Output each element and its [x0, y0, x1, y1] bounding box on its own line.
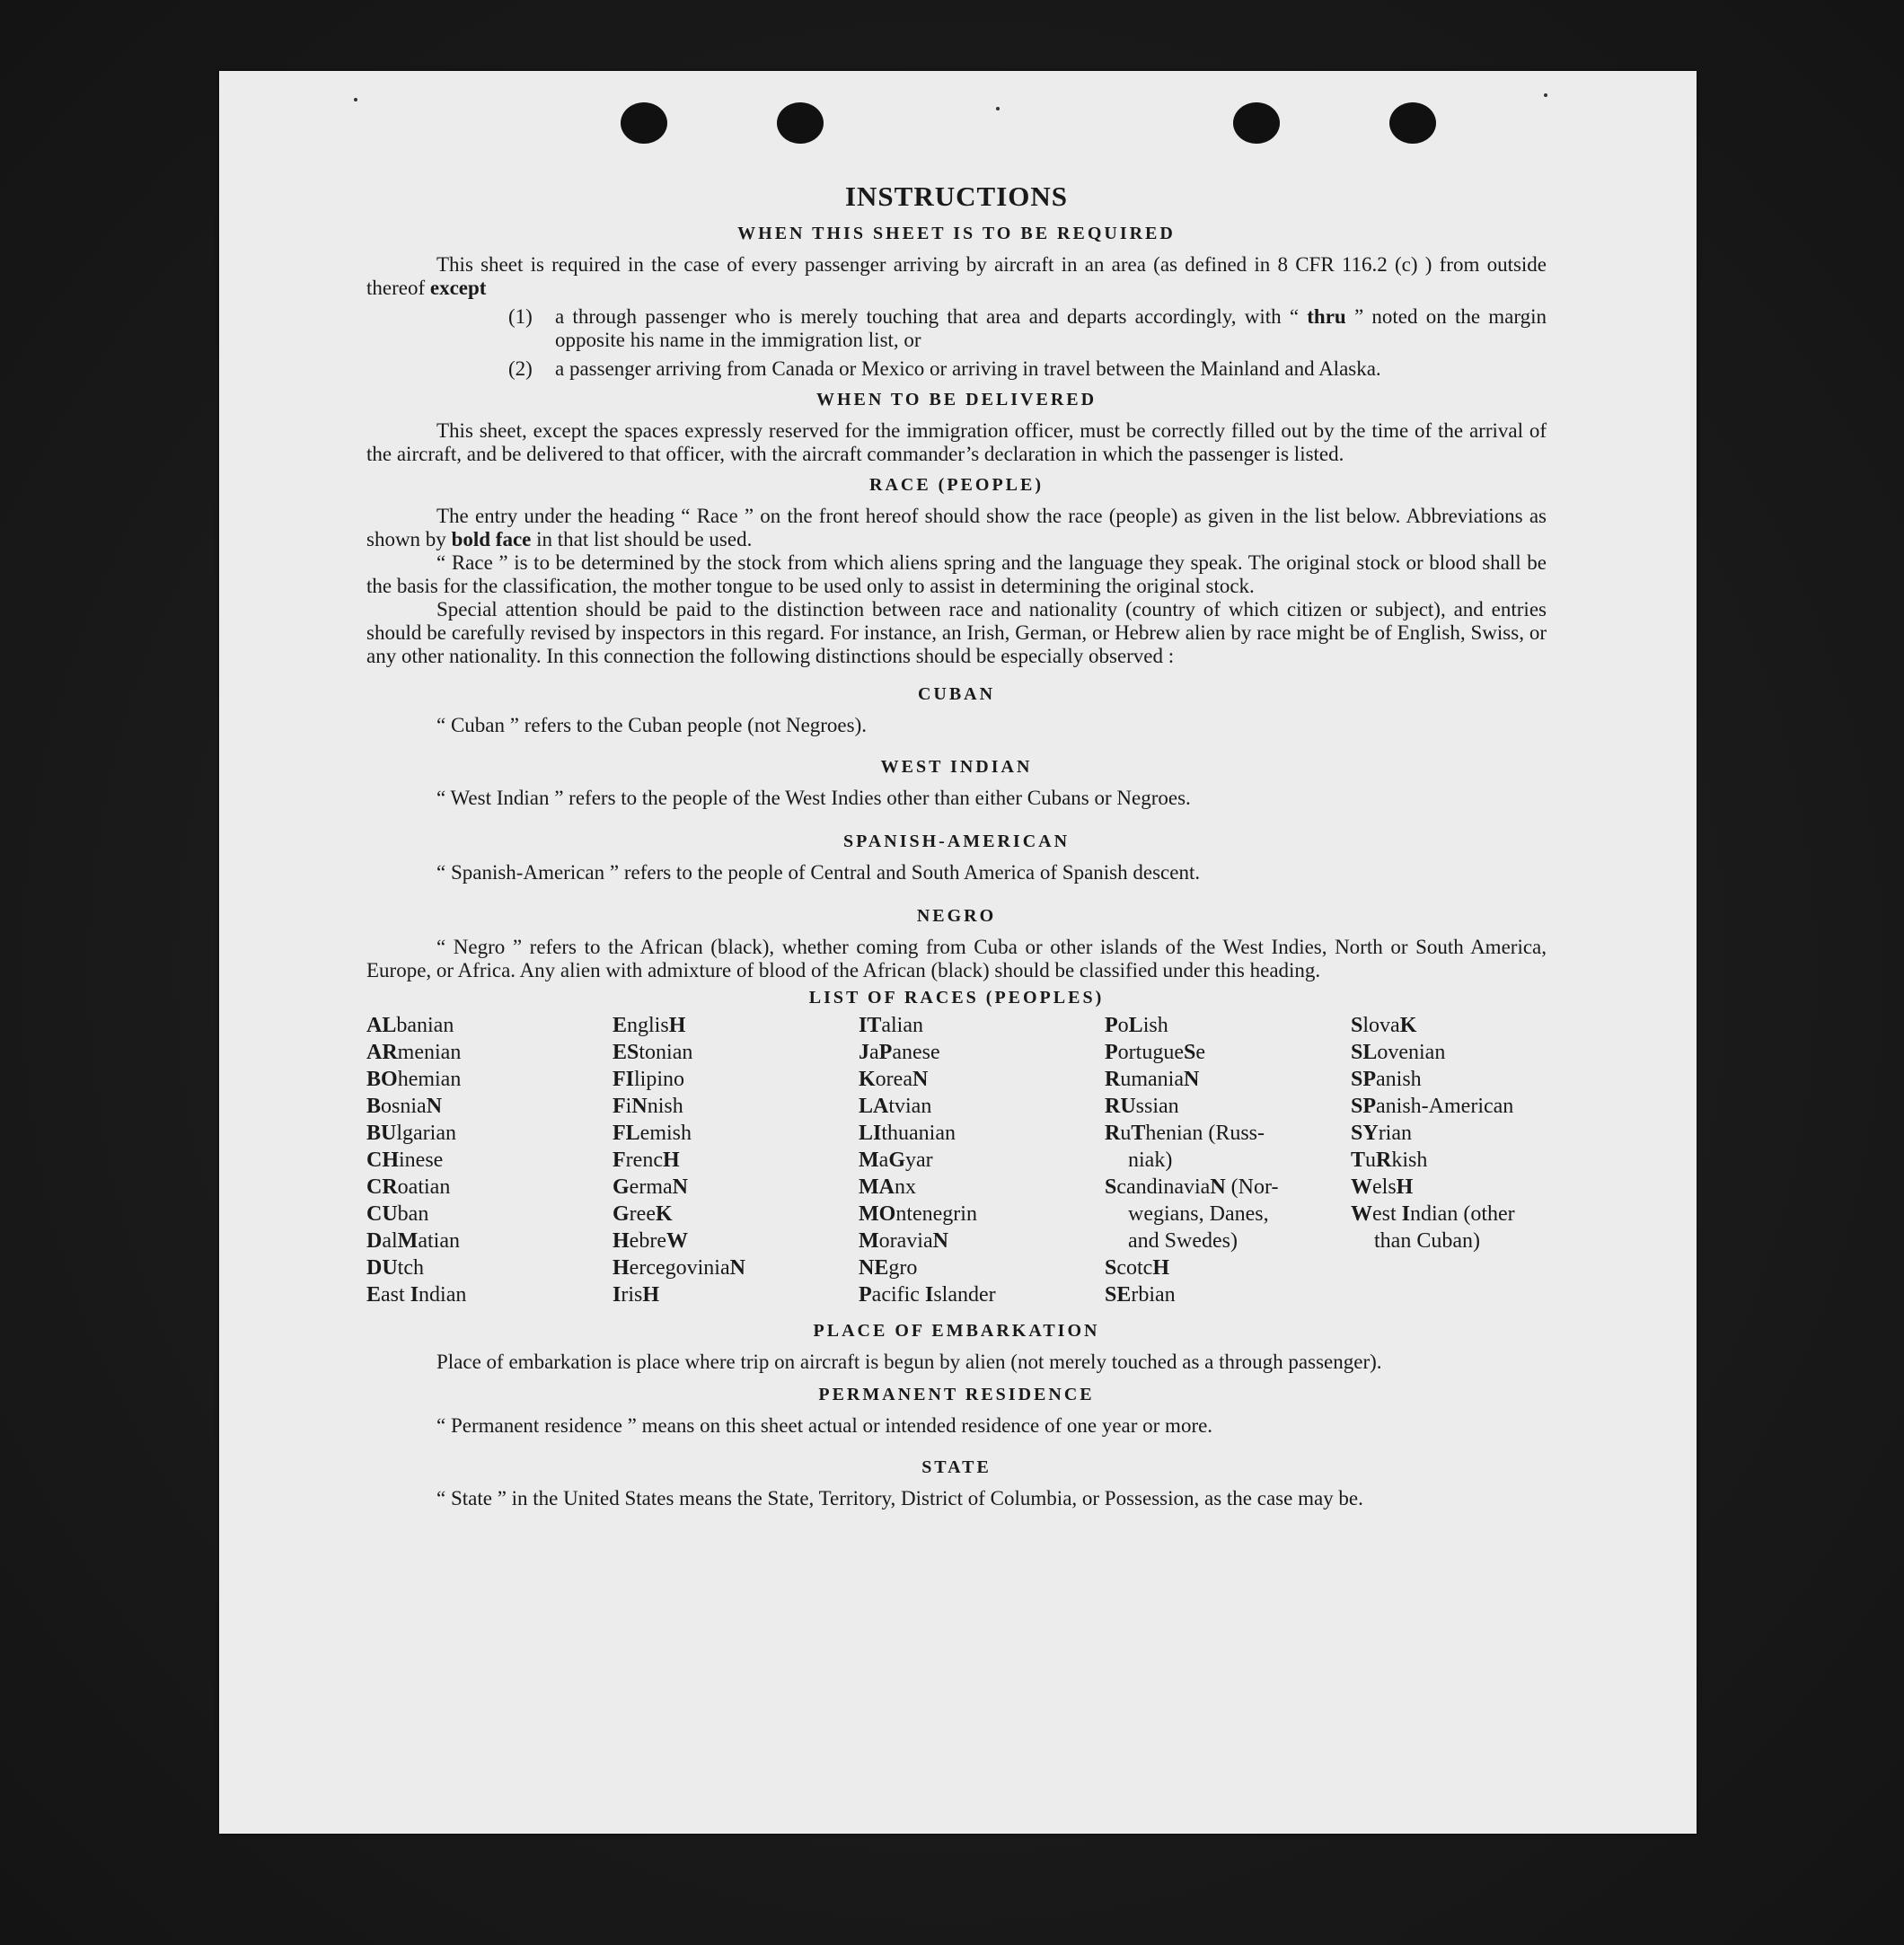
paragraph-cuban: “ Cuban ” refers to the Cuban people (not Negroes).: [436, 714, 868, 736]
race-entry: JaPanese: [859, 1041, 940, 1064]
page-title: INSTRUCTIONS: [844, 180, 1068, 212]
race-entry: SLovenian: [1351, 1041, 1446, 1064]
punch-hole: [621, 102, 667, 144]
race-entry: East Indian: [366, 1283, 467, 1307]
race-entry: CRoatian: [366, 1175, 451, 1199]
punch-hole: [1233, 102, 1280, 144]
heading-race: RACE (PEOPLE): [869, 475, 1044, 495]
race-entry: RUssian: [1105, 1095, 1179, 1118]
races-column-5: [1351, 1012, 1547, 1308]
paragraph-embarkation: Place of embarkation is place where trip on aircraft is begun by alien (not merely touched as a through passenger).: [436, 1351, 1382, 1373]
race-entry: BOhemian: [366, 1068, 462, 1091]
race-entry: EnglisH: [613, 1014, 686, 1037]
exception-item-2: (2) a passenger arriving from Canada or Mexico or arriving in travel between the Mainland and Alaska.: [508, 357, 1381, 380]
race-entry: ARmenian: [366, 1041, 462, 1064]
race-entry: TuRkish: [1351, 1149, 1428, 1172]
race-entry: PortugueSe: [1105, 1041, 1205, 1064]
race-entry: NEgro: [859, 1256, 918, 1280]
race-entry: KoreaN: [859, 1068, 929, 1091]
race-entry: PoLish: [1105, 1014, 1168, 1037]
paragraph-permanent-residence: “ Permanent residence ” means on this sheet actual or intended residence of one year or more.: [436, 1414, 1213, 1437]
race-entry: Pacific Islander: [859, 1283, 996, 1307]
document-sheet: [219, 71, 1697, 1834]
heading-when-required: WHEN THIS SHEET IS TO BE REQUIRED: [737, 224, 1176, 243]
race-entry-continuation: and Swedes): [1128, 1229, 1238, 1253]
race-entry: FIlipino: [613, 1068, 685, 1091]
races-column-1: [366, 1012, 613, 1308]
race-entry: FLemish: [613, 1122, 692, 1145]
race-entry-continuation: niak): [1128, 1149, 1173, 1172]
paragraph-delivered: This sheet, except the spaces expressly reserved for the immigration officer, must be correctly filled out by the time of the arrival of the aircraft, and be delivered to that officer, with the aircraft commander’s declaration in which the passenger is listed.: [366, 419, 1547, 465]
speck: [354, 98, 357, 101]
race-entry: WelsH: [1351, 1175, 1414, 1199]
race-entry: ScandinaviaN (Nor- wegians, Danes, and Swedes): [1105, 1174, 1351, 1254]
paragraph-state: “ State ” in the United States means the State, Territory, District of Columbia, or Possession, as the case may be.: [436, 1487, 1363, 1509]
paragraph-race-2: “ Race ” is to be determined by the stock from which aliens spring and the language they speak. The original stock or blood shall be the basis for the classification, the mother tongue to be used only to assist in determining the original stock.: [366, 551, 1547, 597]
race-entry: FiNnish: [613, 1095, 683, 1118]
race-entry: SPanish: [1351, 1068, 1422, 1091]
race-entry: EStonian: [613, 1041, 693, 1064]
race-entry: FrencH: [613, 1149, 680, 1172]
race-entry-continuation: wegians, Danes,: [1128, 1202, 1269, 1226]
race-entry: HercegoviniaN: [613, 1256, 745, 1280]
speck: [1544, 93, 1547, 97]
race-entry: CUban: [366, 1202, 429, 1226]
race-entry: DalMatian: [366, 1229, 460, 1253]
paragraph-west-indian: “ West Indian ” refers to the people of the West Indies other than either Cubans or Negroes.: [436, 787, 1191, 809]
races-list: [366, 1012, 1547, 1308]
heading-when-delivered: WHEN TO BE DELIVERED: [815, 390, 1097, 409]
race-entry: RumaniaN: [1105, 1068, 1200, 1091]
exception-item-1: (1) a through passenger who is merely touching that area and departs accordingly, with “ thru ” noted on the margin opposite his name in the immigration list, or: [508, 305, 1547, 351]
heading-embarkation: PLACE OF EMBARKATION: [813, 1321, 1100, 1341]
race-entry: ITalian: [859, 1014, 923, 1037]
heading-west-indian: WEST INDIAN: [880, 757, 1033, 777]
race-entry: ScotcH: [1105, 1256, 1170, 1280]
heading-state: STATE: [921, 1457, 992, 1477]
race-entry: West Indian (other than Cuban): [1351, 1201, 1547, 1254]
heading-spanish-american: SPANISH-AMERICAN: [842, 832, 1071, 851]
heading-cuban: CUBAN: [917, 684, 996, 704]
heading-permanent-residence: PERMANENT RESIDENCE: [818, 1385, 1095, 1404]
paragraph-negro: “ Negro ” refers to the African (black), whether coming from Cuba or other islands of the West Indies, North or South America, Europe, or Africa. Any alien with admixture of blood of the African (black) should be classified under this heading.: [366, 936, 1547, 981]
race-entry: ALbanian: [366, 1014, 454, 1037]
paragraph-required: This sheet is required in the case of every passenger arriving by aircraft in an area (as defined in 8 CFR 116.2 (c) ) from outside thereof except: [366, 253, 1547, 299]
race-entry: BUlgarian: [366, 1122, 456, 1145]
instructions-body: [366, 180, 1547, 1510]
heading-negro: NEGRO: [916, 906, 997, 926]
race-entry: SlovaK: [1351, 1014, 1417, 1037]
heading-list-of-races: LIST OF RACES (PEOPLES): [808, 988, 1105, 1008]
race-entry: SYrian: [1351, 1122, 1412, 1145]
punch-hole: [1389, 102, 1436, 144]
race-entry: MAnx: [859, 1175, 916, 1199]
race-entry: DUtch: [366, 1256, 424, 1280]
race-entry: LIthuanian: [859, 1122, 956, 1145]
races-column-3: [859, 1012, 1105, 1308]
race-entry: RuThenian (Russ- niak): [1105, 1120, 1351, 1174]
paragraph-race-1: The entry under the heading “ Race ” on the front hereof should show the race (people) as given in the list below. Abbreviations as shown by bold face in that list should be used.: [366, 505, 1547, 550]
race-entry: MaGyar: [859, 1149, 933, 1172]
race-entry: MOntenegrin: [859, 1202, 977, 1226]
race-entry: BosniaN: [366, 1095, 443, 1118]
race-entry: SErbian: [1105, 1283, 1176, 1307]
race-entry: SPanish-American: [1351, 1095, 1514, 1118]
race-entry: IrisH: [613, 1283, 660, 1307]
races-column-4: [1105, 1012, 1351, 1308]
speck: [996, 107, 1000, 110]
race-entry: LAtvian: [859, 1095, 932, 1118]
punch-hole: [777, 102, 824, 144]
race-entry-continuation: than Cuban): [1374, 1229, 1480, 1253]
races-column-2: [613, 1012, 859, 1308]
race-entry: GreeK: [613, 1202, 673, 1226]
race-entry: HebreW: [613, 1229, 688, 1253]
paragraph-spanish-american: “ Spanish-American ” refers to the people of Central and South America of Spanish descent.: [436, 861, 1201, 884]
paragraph-race-3: Special attention should be paid to the distinction between race and nationality (country of which citizen or subject), and entries should be carefully revised by inspectors in this regard. For instance, an Irish, German, or Hebrew alien by race might be of English, Swiss, or any other nationality. In this connection the following distinctions should be especially observed :: [366, 598, 1547, 667]
race-entry: MoraviaN: [859, 1229, 948, 1253]
race-entry: GermaN: [613, 1175, 688, 1199]
race-entry: CHinese: [366, 1149, 444, 1172]
